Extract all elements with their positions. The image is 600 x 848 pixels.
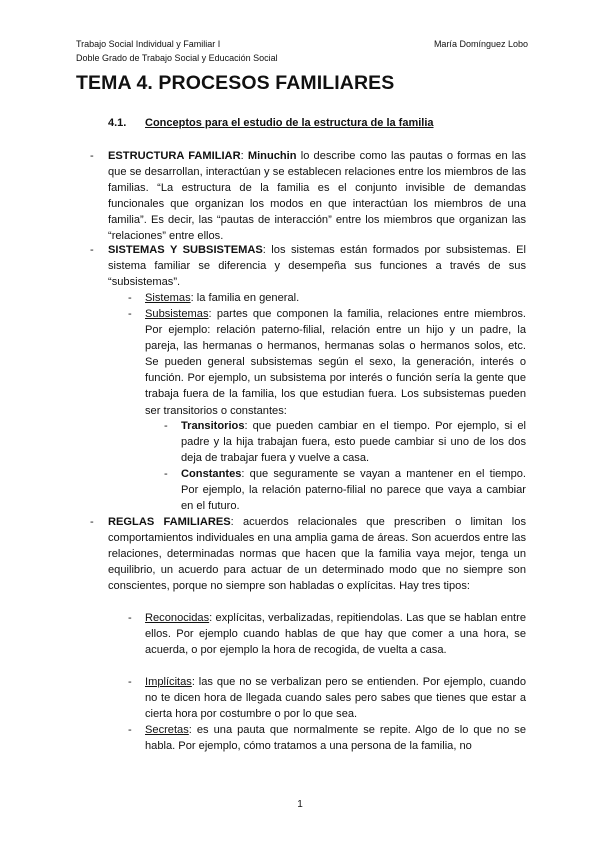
bullet-dash: - <box>164 420 168 432</box>
item-implicitas-text: : las que no se verbalizan pero se entienden. Por ejemplo, cuando no te dicen hora de llegada cuando sales pero sabes que tienes que estar a cierta hora por costumbre o por lo que sea. <box>145 676 526 721</box>
section-number: 4.1. <box>108 117 127 129</box>
item-secretas <box>145 722 526 754</box>
label-secretas: Secretas <box>145 724 189 736</box>
label-sistemas: Sistemas <box>145 292 191 304</box>
item-secretas-text: : es una pauta que normalmente se repite. Algo de lo que no se habla. Por ejemplo, cómo tratamos a una persona de la familia, no <box>145 724 526 753</box>
item-reconocidas <box>145 610 526 658</box>
paragraph-reglas <box>108 514 526 594</box>
item-constantes-text: : que seguramente se vayan a mantener en el tiempo. Por ejemplo, la relación paterno-filial no parece que vaya a cambiar en el futuro. <box>181 468 526 513</box>
item-transitorios <box>181 418 526 466</box>
bullet-dash: - <box>90 516 94 528</box>
bullet-dash: - <box>128 292 132 304</box>
header-course: Trabajo Social Individual y Familiar I <box>76 39 221 49</box>
label-reconocidas: Reconocidas <box>145 612 210 624</box>
label-subsistemas: Subsistemas <box>145 308 209 320</box>
bullet-dash: - <box>128 724 132 736</box>
item-subsistemas <box>145 306 526 419</box>
author-minuchin: Minuchin <box>247 150 297 162</box>
item-sistemas <box>145 290 526 306</box>
item-implicitas <box>145 674 526 722</box>
item-reconocidas-text: : explícitas, verbalizadas, repitiendolas. Las que se hablan entre ellos. Por ejemplo cuando hablas de que hay que comer a una hora, se acuerda, o por ejemplo la hora de recogida, de vuelta a casa. <box>145 612 526 657</box>
item-constantes <box>181 466 526 514</box>
estructura-text: lo describe como las pautas o formas en las que se desarrollan, interactúan y se establecen relaciones entre los miembros de las familias. “La estructura de la familia es el conjunto invisible de demandas funcionales que organizan los modos en que interactúan los miembros de una familia”. Es decir, las “pautas de interacción” entre los miembros que organizan las “relaciones” entre ellos. <box>108 150 526 243</box>
bullet-dash: - <box>128 612 132 624</box>
label-implicitas: Implícitas <box>145 676 192 688</box>
sistemas-text: : los sistemas están formados por subsistemas. El sistema familiar se diferencia y desempeña sus funciones a través de sus “subsistemas”. <box>108 244 527 289</box>
bullet-dash: - <box>164 468 168 480</box>
item-sistemas-text: : la familia en general. <box>190 292 300 304</box>
bullet-dash: - <box>128 676 132 688</box>
bullet-dash: - <box>90 244 94 256</box>
label-constantes: Constantes <box>181 468 242 480</box>
header-author: María Domínguez Lobo <box>433 39 528 49</box>
estructura-colon: : <box>240 150 248 162</box>
header-degree: Doble Grado de Trabajo Social y Educación Social <box>76 53 278 63</box>
item-transitorios-text: : que pueden cambiar en el tiempo. Por ejemplo, si el padre y la hija trabajan fuera, esto puede cambiar si uno de los dos deja de trabajar fuera y vuelve a casa. <box>181 420 526 465</box>
section-title: Conceptos para el estudio de la estructura de la familia <box>145 117 434 129</box>
paragraph-estructura <box>108 148 526 245</box>
section-heading <box>108 117 434 129</box>
item-subsistemas-text: : partes que componen la familia, relaciones entre miembros. Por ejemplo: relación paterno-filial, relación entre un hijo y un padre, la pareja, las hermanas o hermanos, hermanas solas o hermanos solos, etc. Se pueden general subsistemas según el sexo, la generación, interés o función. Por ejemplo, un subsistema por interés o función sería la gente que trabaja fuera de la familia, los que estudian fuera. Los subsistemas pueden ser transitorios o constantes: <box>145 308 526 417</box>
page-title: TEMA 4. PROCESOS FAMILIARES <box>76 72 395 94</box>
reglas-text: : acuerdos relacionales que prescriben o limitan los comportamientos individuales en una amplia gama de áreas. Son acuerdos entre las relaciones, determinadas normas que hacen que la familia vaya mejor, tenga un equilibrio, un acuerdo para actuar de un determinado modo que no siempre son conscientes, porque no siempre son habladas o explícitas. Hay tres tipos: <box>108 516 526 593</box>
label-transitorios: Transitorios <box>181 420 245 432</box>
term-reglas: REGLAS FAMILIARES <box>108 516 231 528</box>
bullet-dash: - <box>90 150 94 162</box>
bullet-dash: - <box>128 308 132 320</box>
term-sistemas: SISTEMAS Y SUBSISTEMAS <box>108 244 263 256</box>
paragraph-sistemas <box>108 242 526 290</box>
page-number: 1 <box>297 799 303 810</box>
term-estructura: ESTRUCTURA FAMILIAR <box>108 150 241 162</box>
